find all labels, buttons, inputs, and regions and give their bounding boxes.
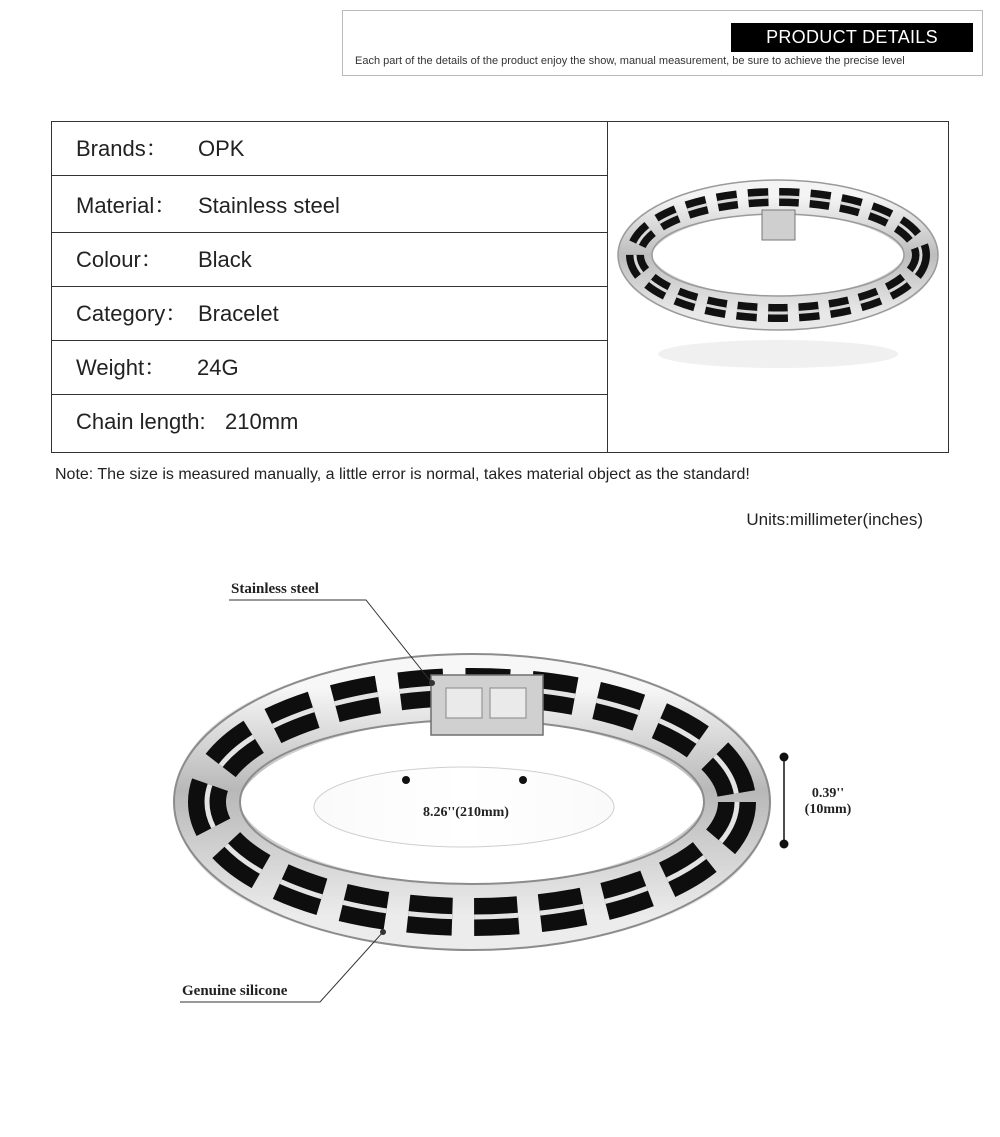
spec-row-colour [52, 233, 607, 287]
bracelet-diagram-image [0, 560, 1000, 1040]
spec-label: Brands： [76, 136, 168, 161]
spec-value: Stainless steel [198, 193, 340, 218]
spec-label: Category： [76, 301, 188, 326]
bracelet-thumbnail-image [608, 122, 948, 452]
product-details-header [342, 10, 983, 76]
spec-label: Chain length: [76, 409, 206, 434]
bracelet-thumbnail [608, 122, 948, 452]
units-label: Units:millimeter(inches) [746, 510, 923, 529]
spec-table [51, 121, 949, 453]
header-subtitle: Each part of the details of the product enjoy the show, manual measurement, be sure to achieve the precise level [355, 55, 905, 67]
length-dimension-label: 8.26''(210mm) [423, 805, 509, 820]
header-title: PRODUCT DETAILS [731, 23, 973, 52]
bracelet-diagram [0, 560, 1000, 1040]
spec-label: Weight： [76, 355, 167, 380]
spec-value: 210mm [225, 409, 299, 434]
spec-row-weight [52, 341, 607, 395]
spec-row-chain-length [52, 395, 607, 452]
spec-value: Bracelet [198, 301, 279, 326]
measurement-note: Note: The size is measured manually, a little error is normal, takes material object as the standard! [55, 466, 750, 483]
spec-row-category [52, 287, 607, 341]
spec-row-material [52, 179, 607, 233]
callout-stainless-steel: Stainless steel [231, 581, 319, 597]
spec-rows [52, 122, 608, 452]
spec-label: Colour： [76, 247, 163, 272]
spec-value: OPK [198, 136, 245, 161]
spec-value: 24G [197, 355, 239, 380]
width-dimension-mm: (10mm) [804, 802, 852, 817]
spec-value: Black [198, 247, 252, 272]
callout-genuine-silicone: Genuine silicone [182, 983, 288, 999]
spec-label: Material： [76, 193, 177, 218]
spec-row-brand [52, 122, 607, 176]
width-dimension-inches: 0.39'' [811, 786, 845, 801]
